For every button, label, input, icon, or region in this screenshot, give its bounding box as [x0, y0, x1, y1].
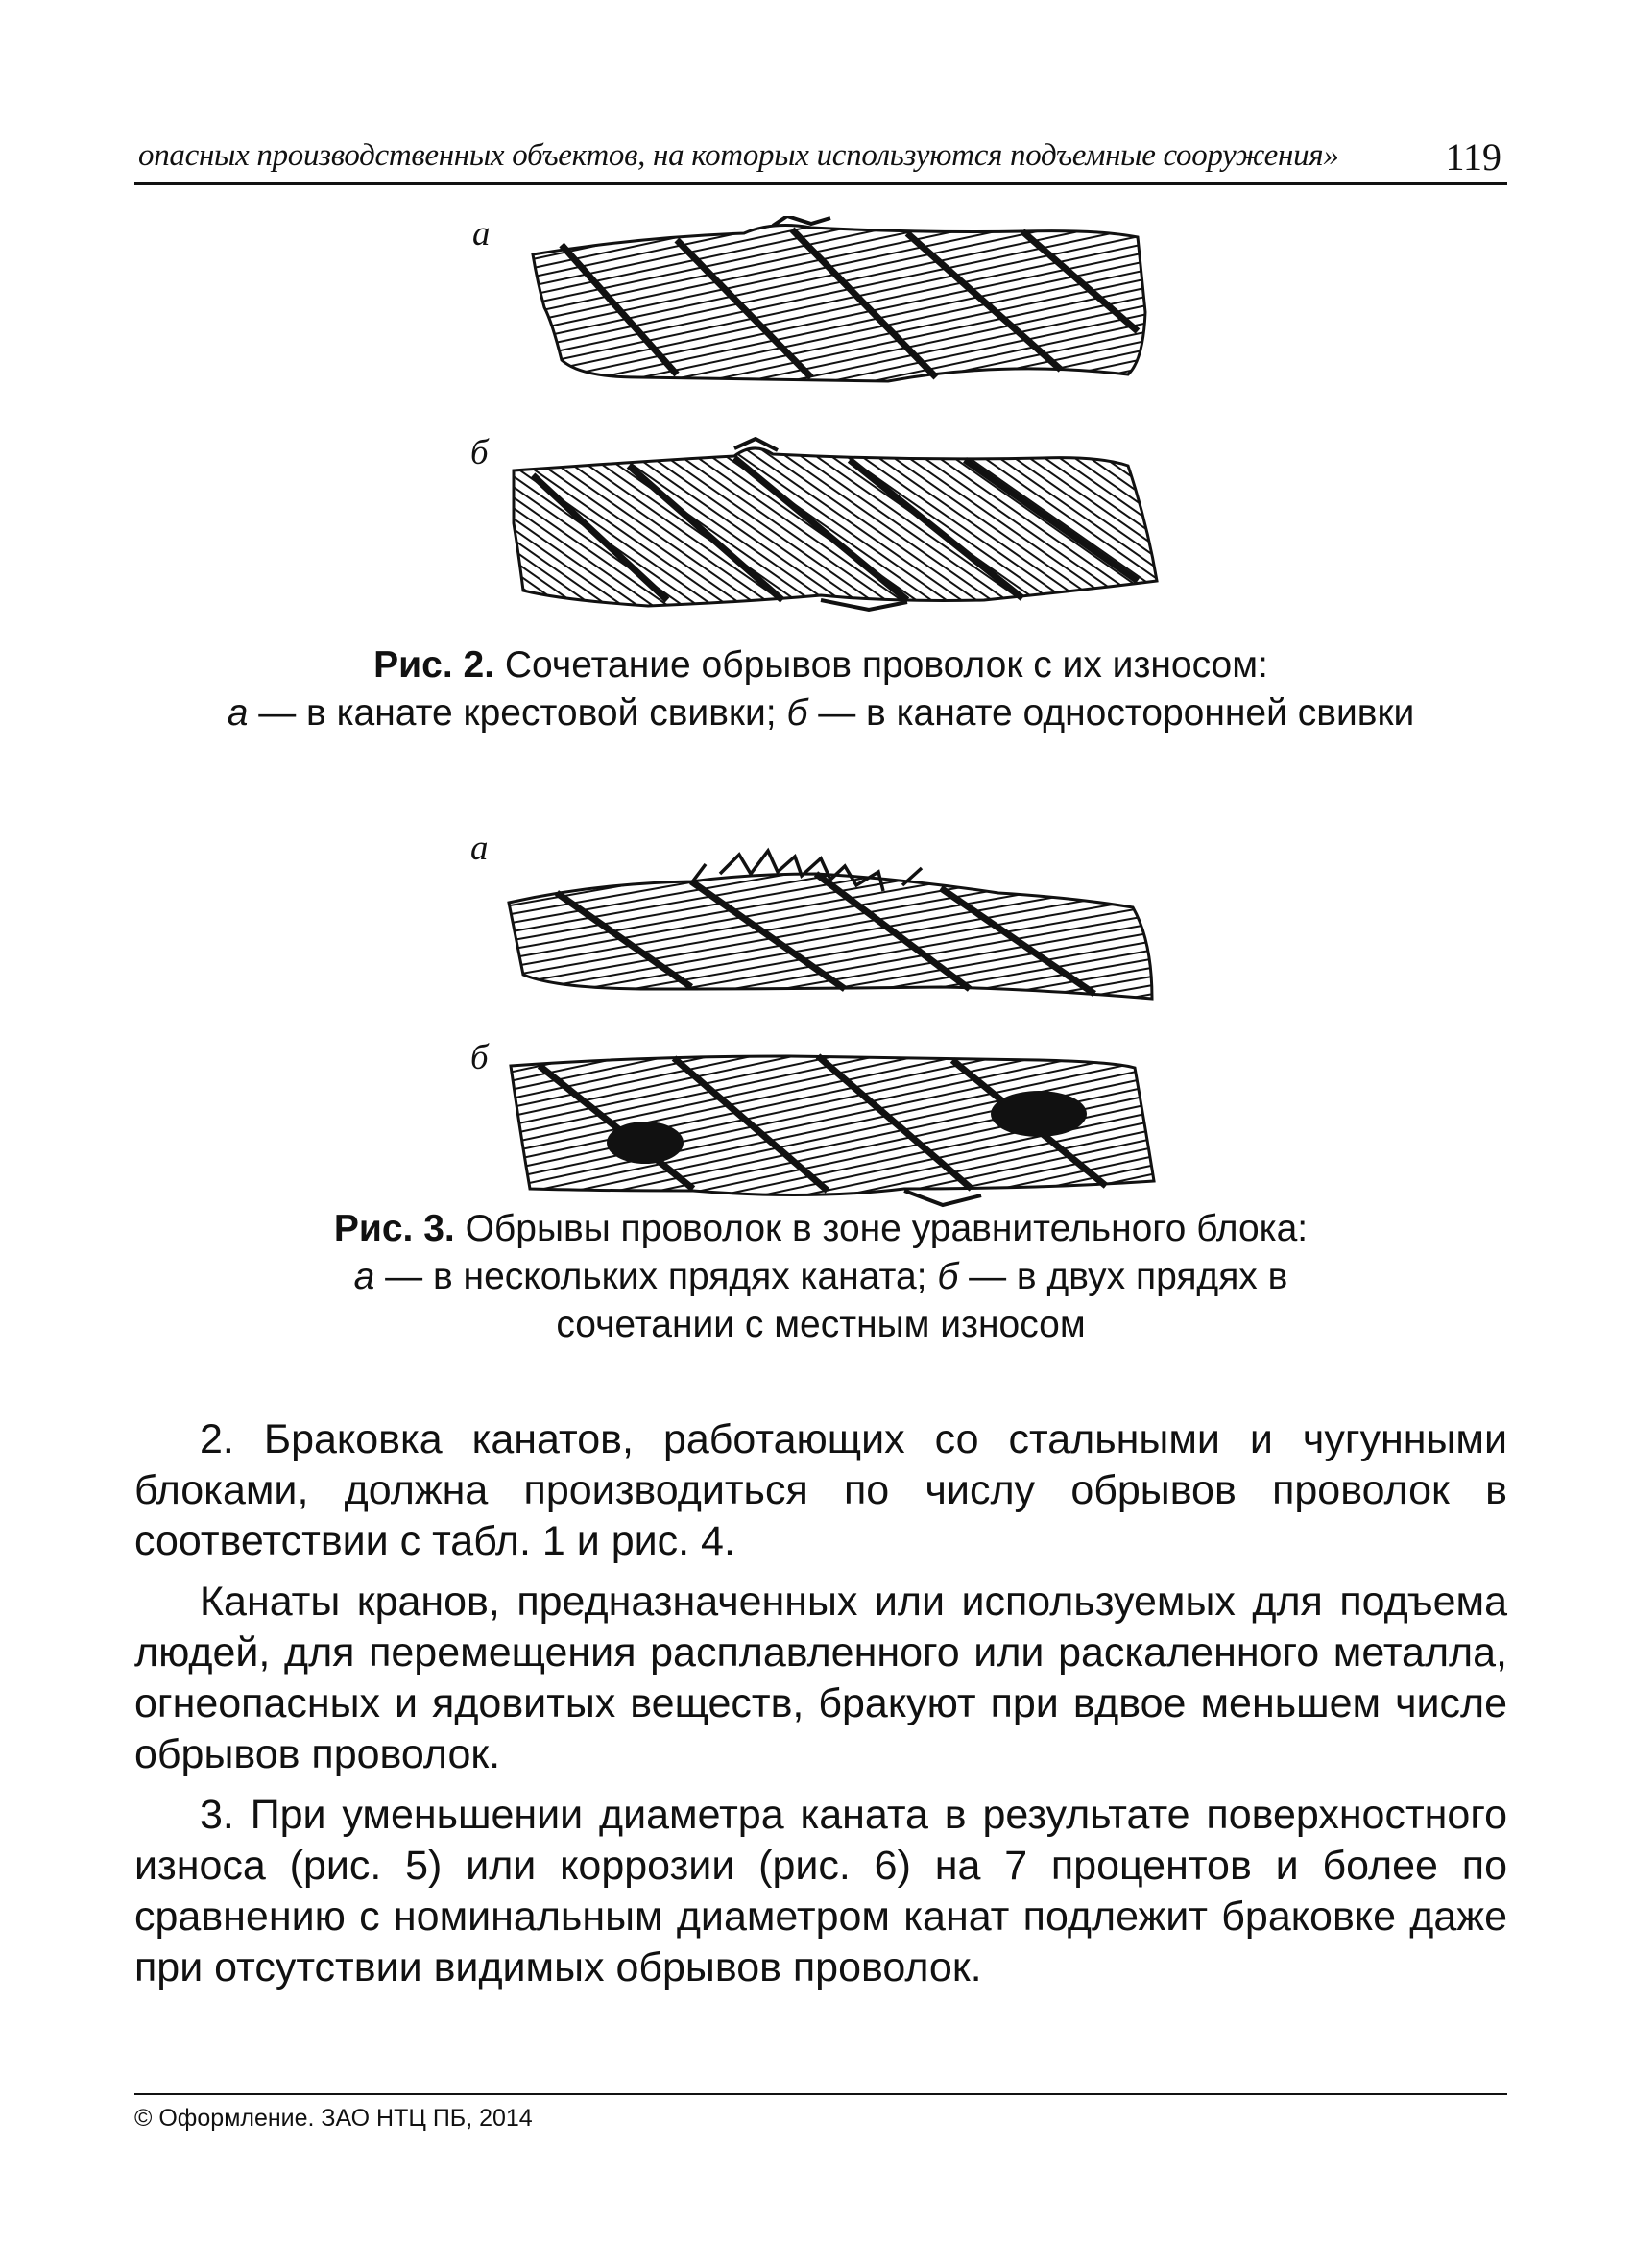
figure2-caption-line1	[134, 641, 1507, 689]
figure2-rope-a-illustration	[523, 216, 1157, 389]
body-text	[134, 1414, 1507, 2003]
figure3-caption-number: Рис. 3.	[333, 1208, 455, 1249]
figure3-caption-line2	[134, 1253, 1507, 1349]
running-header	[134, 134, 1507, 185]
figure3-label-a: а	[470, 829, 489, 868]
figure2-caption-line2	[134, 689, 1507, 737]
figure2-caption-b-text: — в канате односторонней свивки	[807, 692, 1415, 734]
figure3-rope-b-illustration	[501, 1047, 1173, 1215]
figure2-caption-number: Рис. 2.	[373, 644, 495, 686]
figure3-rope-a-illustration	[499, 845, 1171, 1008]
figure2-caption-b-letter: б	[786, 692, 808, 734]
footer-rule	[134, 2093, 1507, 2095]
figure3-caption-a-text: — в нескольких прядях каната;	[374, 1256, 938, 1297]
page-number: 119	[1445, 135, 1501, 179]
figure3-label-b: б	[470, 1038, 489, 1077]
figure3-caption-b-letter: б	[937, 1256, 959, 1297]
figure2-label-a: а	[472, 214, 491, 253]
figure3-caption-a-letter: а	[353, 1256, 375, 1297]
figure3-caption	[134, 1205, 1507, 1349]
paragraph-2: 2. Браковка канатов, работающих со стальными и чугунными блоками, должна производиться по числу обрывов проволок в соответствии с табл. 1 и рис. 4.	[134, 1416, 1507, 1564]
figure3-caption-line1	[134, 1205, 1507, 1253]
figure3-caption-title: Обрывы проволок в зоне уравнительного блока:	[465, 1208, 1309, 1249]
figure3-caption-b-text: — в двух прядях в сочетании с местным износом	[556, 1256, 1288, 1345]
paragraph-3: 3. При уменьшении диаметра каната в результате поверхностного износа (рис. 5) или коррозии (рис. 6) на 7 процентов и более по сравнению с номинальным диаметром канат подлежит браковке даже при отсутствии видимых обрывов проволок.	[134, 1792, 1507, 1991]
paragraph-cranes: Канаты кранов, предназначенных или используемых для подъема людей, для перемещения расплавленного или раскаленного металла, огнеопасных и ядовитых веществ, бракуют при вдвое меньшем числе обрывов проволок.	[134, 1579, 1507, 1777]
figure2-caption-a-letter: а	[227, 692, 249, 734]
figure2-rope-b-illustration	[504, 437, 1166, 629]
figure2-caption-a-text: — в канате крестовой свивки;	[248, 692, 787, 734]
running-header-title: опасных производственных объектов, на которых используются подъемные сооружения»	[138, 138, 1339, 173]
figure2-caption-title: Сочетание обрывов проволок с их износом:	[504, 644, 1268, 686]
footer-copyright: © Оформление. ЗАО НТЦ ПБ, 2014	[134, 2105, 533, 2132]
figure2-caption	[134, 641, 1507, 737]
figure2-label-b: б	[470, 433, 489, 472]
